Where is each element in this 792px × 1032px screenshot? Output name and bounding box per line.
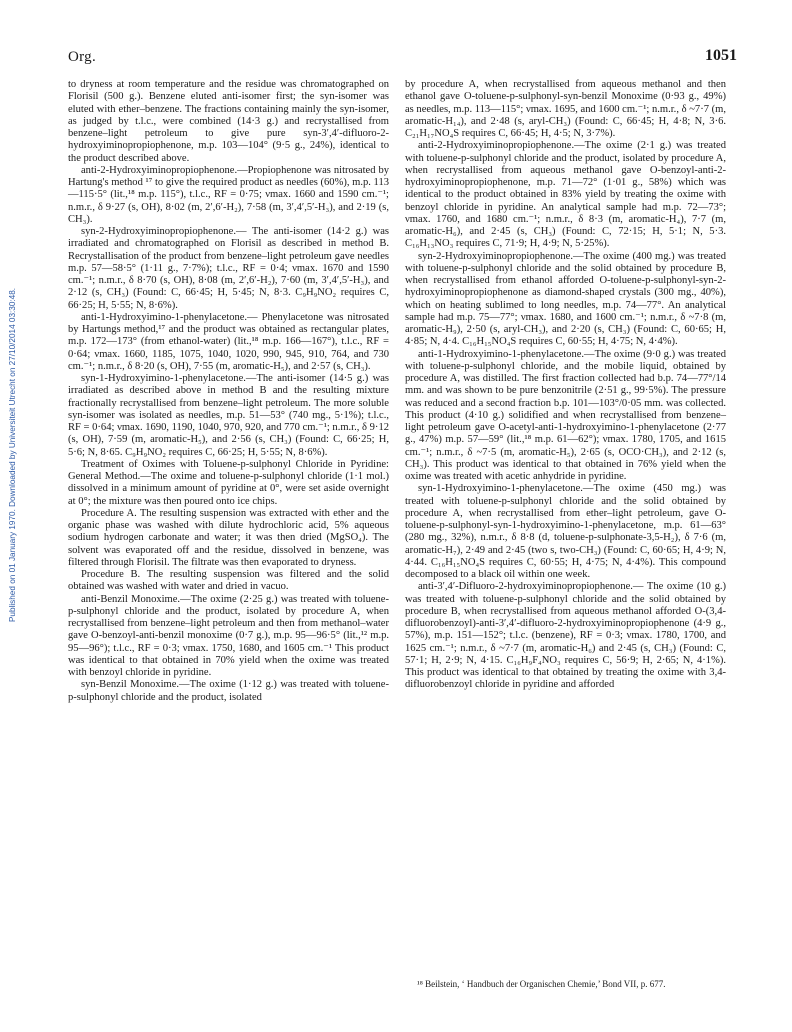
paragraph: Treatment of Oximes with Toluene-p-sulphonyl Chloride in Pyridine: General Method.—The oxime and toluene-p-sulphonyl chloride (1·1 mol.) dissolved in a minimum amount of pyridine at 0°, were set aside overnight at 0°; the mixture was then poured onto ice chips.: [68, 458, 389, 507]
paragraph: anti-Benzil Monoxime.—The oxime (2·25 g.) was treated with toluene-p-sulphonyl chloride and the product, isolated by procedure A, when recrystallised from benzene–light petroleum and then from methanol–water gave O-benzoyl-anti-benzil monoxime (0·7 g.), m.p. 95—96·5° (lit.,¹² m.p. 95—96°); t.l.c., RF = 0·3; νmax. 1750, 1680, and 1605 cm.⁻¹ This product was identical to that obtained in 70% yield when the oxime was treated with benzoyl chloride in pyridine.: [68, 593, 389, 678]
page-number: 1051: [705, 47, 737, 64]
left-column: [68, 79, 389, 704]
paragraph: to dryness at room temperature and the residue was chromatographed on Florisil (500 g.). Benzene eluted anti-isomer first; the syn-isomer was eluted with ether–benzene. The fractions containing mainly the syn-isomer, as judged by t.l.c., were combined (14·3 g.) and recrystallised from benzene–light petroleum to give pure syn-3′,4′-difluoro-2-hydroxyiminopropiophenone, m.p. 103—104° (9·5 g., 24%), identical to the product described above.: [68, 79, 389, 164]
download-watermark-text: Published on 01 January 1970. Downloaded by Universiteit Utrecht on 27/10/2014 03:30:48.: [8, 287, 17, 623]
paragraph: anti-1-Hydroxyimino-1-phenylacetone.— Phenylacetone was nitrosated by Hartungs method,¹⁷ and the product was obtained as rectangular plates, m.p. 172—173° (from ethanol-water) (lit.,¹⁸ m.p. 166—167°), t.l.c., RF = 0·64; νmax. 1660, 1185, 1075, 1040, 1020, 990, 945, 910, 764, and 730 cm.⁻¹; n.m.r., δ 8·20 (s, OH), 7·55 (m, aromatic-H₅), and 2·57 (s, CH₃).: [68, 311, 389, 372]
download-watermark: [4, 235, 18, 675]
journal-section-header: Org.: [68, 49, 97, 65]
paragraph: anti-2-Hydroxyiminopropiophenone.—Propiophenone was nitrosated by Hartung's method ¹⁷ to give the required product as needles (60%), m.p. 113—115·5° (lit.,¹⁸ m.p. 115°), t.l.c., RF = 0·75; νmax. 1660 and 1590 cm.⁻¹; n.m.r., δ 9·27 (s, OH), 8·02 (m, 2′,6′-H₂), 7·58 (m, 3′,4′,5′-H₃), and 2·19 (s, CH₃).: [68, 164, 389, 225]
right-column: [405, 79, 726, 692]
paragraph: syn-2-Hydroxyiminopropiophenone.—The oxime (400 mg.) was treated with toluene-p-sulphonyl chloride and the solid obtained by procedure B, when recrystallised from ethanol afforded O-toluene-p-sulphonyl-syn-2-hydroxyiminopropiophenone as diamond-shaped crystals (300 mg., 40%), which on heating sublimed to long needles, m.p. 74—77°. An analytical sample had m.p. 75—77°; νmax. 1680, and 1600 cm.⁻¹; n.m.r., δ ~7·8 (m, aromatic-H₉), 2·50 (s, aryl-CH₃), and 2·20 (s, CH₃) (Found: C, 60·65; H, 4·85; N, 4·4. C₁₆H₁₅NO₄S requires C, 60·55; H, 4·75; N, 4·4%).: [405, 250, 726, 348]
paragraph: anti-1-Hydroxyimino-1-phenylacetone.—The oxime (9·0 g.) was treated with toluene-p-sulphonyl chloride, and the mobile liquid, obtained by procedure A, was distilled. The first fraction collected had b.p. 74—77°/14 mm. and was shown to be pure benzonitrile (2·51 g., 99·5%). The pressure was reduced and a second fraction b.p. 101—103°/0·05 mm. was collected. This product (4·10 g.) solidified and when recrystallised from benzene–light petroleum gave O-acetyl-anti-1-hydroxyimino-1-phenylacetone (2·77 g., 47%) m.p. 57—59° (lit.,¹⁸ m.p. 61—62°); νmax. 1780, 1705, and 1615 cm.⁻¹; n.m.r., δ ~7·5 (m, aromatic-H₅), 2·65 (s, OCO·CH₃), and 2·12 (s, CH₃). This product was identical to that obtained in 76% yield when the oxime was treated with acetic anhydride in pyridine.: [405, 348, 726, 482]
paragraph: syn-1-Hydroxyimino-1-phenylacetone.—The oxime (450 mg.) was treated with toluene-p-sulphonyl chloride and the solid obtained by procedure A, when recrystallised from ether–light petroleum, gave O-toluene-p-sulphonyl-syn-1-hydroxyimino-1-phenylacetone, m.p. 61—63° (280 mg., 32%), n.m.r., δ 8·8 (d, toluene-p-sulphonate-3,5-H₂), δ 7·6 (m, aromatic-H₇), 2·49 and 2·45 (two s, two-CH₃) (Found: C, 60·65; H, 4·9; N, 4·44. C₁₆H₁₅NO₄S requires C, 60·55; H, 4·75; N, 4·4%). This compound decomposed to a black oil within one week.: [405, 483, 726, 580]
paragraph: syn-2-Hydroxyiminopropiophenone.— The anti-isomer (14·2 g.) was irradiated and chromatographed on Florisil as described in method B. Recrystallisation of the product from benzene–light petroleum gave needles m.p. 57—58·5° (1·11 g., 7·7%); t.l.c., RF = 0·4; νmax. 1670 and 1590 cm.⁻¹; n.m.r., δ 8·70 (s, OH), 8·08 (m, 2′,6′-H₂), 7·60 (m, 3′,4′,5′-H₃), and 2·12 (s, CH₃) (Found: C, 66·45; H, 5·45; N, 8·3. C₉H₉NO₂ requires C, 66·25; H, 5·55; N, 8·6%).: [68, 226, 389, 311]
footnote: ¹⁸ Beilstein, ‘ Handbuch der Organischen Chemie,’ Bond VII, p. 677.: [417, 979, 666, 989]
paragraph: syn-1-Hydroxyimino-1-phenylacetone.—The anti-isomer (14·5 g.) was irradiated as described above in method B and the resulting mixture fractionally recrystallised from benzene–light petroleum. The more soluble syn-isomer was isolated as needles, m.p. 51—53° (740 mg., 5·1%); t.l.c., RF = 0·64; νmax. 1690, 1190, 1040, 970, 920, and 770 cm.⁻¹; n.m.r., δ 9·12 (s, OH), 7·59 (m, aromatic-H₅), and 2·56 (s, CH₃) (Found: C, 66·25; H, 5·6; N, 8·65. C₉H₉NO₂ requires C, 66·25; H, 5·55; N, 8·6%).: [68, 373, 389, 458]
paragraph: Procedure B. The resulting suspension was filtered and the solid obtained was washed with water and dried in vacuo.: [68, 569, 389, 593]
paragraph: by procedure A, when recrystallised from aqueous methanol and then ethanol gave O-toluene-p-sulphonyl-syn-benzil Monoxime (0·93 g., 49%) as needles, m.p. 113—115°; νmax. 1695, and 1600 cm.⁻¹; n.m.r., δ ~7·7 (m, aromatic-H₁₄), and 2·48 (s, aryl-CH₃) (Found: C, 66·45; H, 4·8; N, 3·6. C₂₁H₁₇NO₄S requires C, 66·45; H, 4·5; N, 3·7%).: [405, 79, 726, 139]
paragraph: anti-3′,4′-Difluoro-2-hydroxyiminopropiophenone.— The oxime (10 g.) was treated with toluene-p-sulphonyl chloride and the solid obtained by procedure B, when recrystallised from aqueous methanol afforded O-(3,4-difluorobenzoyl)-anti-3′,4′-difluoro-2-hydroxyiminopropiophenone (4·9 g., 57%), m.p. 151—152°; t.l.c. (benzene), RF = 0·3; νmax. 1780, 1700, and 1625 cm.⁻¹; n.m.r., δ ~7·7 (m, aromatic-H₆) and 2·45 (s, CH₃) (Found: C, 57·1; H, 2·9; N, 4·15. C₁₆H₉F₄NO₃ requires C, 56·9; H, 2·65; N, 4·1%). This product was identical to that obtained by treating the oxime with 3,4-difluorobenzoyl chloride in pyridine and afforded: [405, 581, 726, 691]
paragraph: syn-Benzil Monoxime.—The oxime (1·12 g.) was treated with toluene-p-sulphonyl chloride and the product, isolated: [68, 679, 389, 703]
paragraph: anti-2-Hydroxyiminopropiophenone.—The oxime (2·1 g.) was treated with toluene-p-sulphonyl chloride and the product, isolated by procedure A, when recrystallised from aqueous methanol gave O-benzoyl-anti-2-hydroxyiminopropiophenone, m.p. 71—72° (1·01 g., 58%) which was identical to the product obtained in 83% yield by treating the oxime with benzoyl chloride in pyridine. An analytical sample had m.p. 72—73°; νmax. 1760, and 1680 cm.⁻¹; n.m.r., δ 8·3 (m, aromatic-H₄), 7·7 (m, aromatic-H₆), and 2·45 (s, CH₃) (Found: C, 72·15; H, 5·1; N, 5·3. C₁₆H₁₃NO₃ requires C, 71·9; H, 4·9; N, 5·25%).: [405, 140, 726, 250]
paragraph: Procedure A. The resulting suspension was extracted with ether and the organic phase was washed with dilute hydrochloric acid, 5% aqueous sodium hydrogen carbonate and water; it was then dried (MgSO₄). The solvent was evaporated off and the residue, dissolved in benzene, was filtered through Florisil. The filtrate was then evaporated to dryness.: [68, 507, 389, 568]
